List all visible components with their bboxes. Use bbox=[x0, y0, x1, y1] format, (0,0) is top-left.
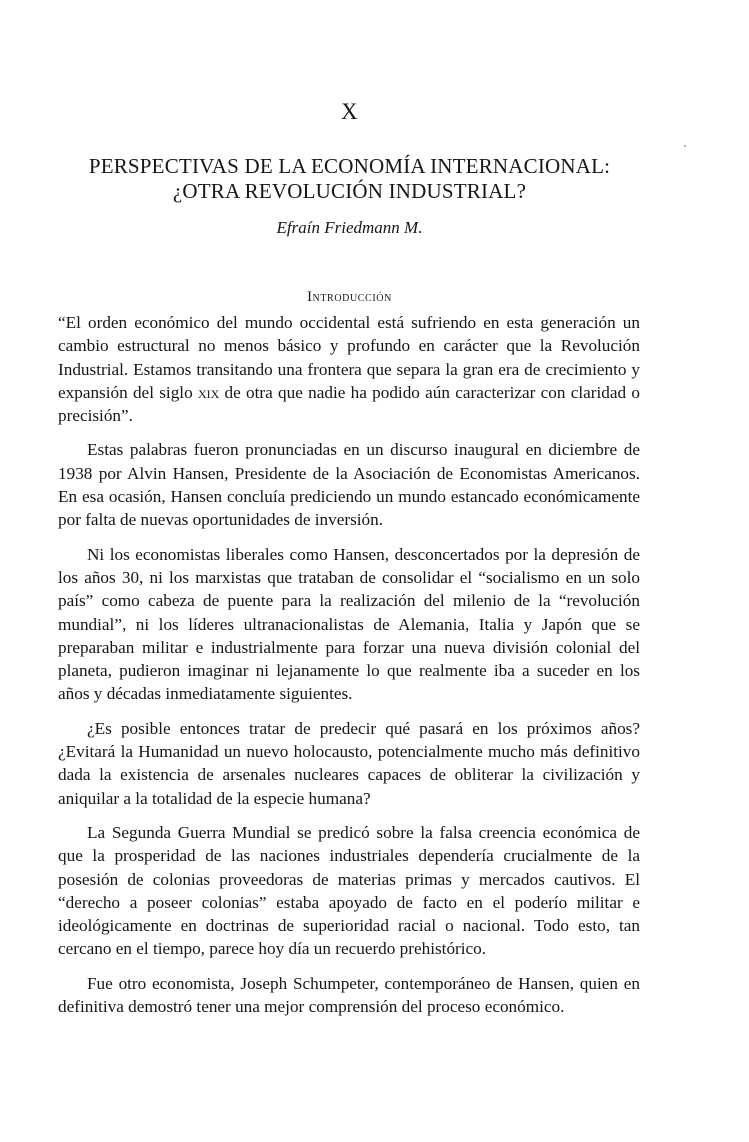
paragraph: La Segunda Guerra Mundial se predicó sobre la falsa creencia económica de que la prosperidad de las naciones industriales dependería crucialmente de la posesión de colonias proveedoras de materias primas y mercados cautivos. El “derecho a poseer colonias” estaba apoyado de facto en el poderío militar e ideológicamente en doctrinas de superioridad racial o nacional. Todo esto, tan cercano en el tiempo, parece hoy día un recuerdo prehistórico. bbox=[58, 822, 640, 959]
paragraph: Estas palabras fueron pronunciadas en un discurso inaugural en diciembre de 1938 por Alvin Hansen, Presidente de la Asociación de Economistas Americanos. En esa ocasión, Hansen concluía prediciendo un mundo estancado económicamente por falta de nuevas oportunidades de inversión. bbox=[58, 440, 640, 530]
chapter-title-line-1: PERSPECTIVAS DE LA ECONOMÍA INTERNACIONAL: bbox=[88, 154, 611, 178]
paragraph-quote: “El orden económico del mundo occidental está sufriendo en esta generación un cambio estructural no menos básico y profundo en carácter que la Revolución Industrial. Estamos transitando una frontera que separa la gran era de crecimiento y expansión del siglo xix de otra que nadie ha podido aún caracterizar con claridad o precisión”. bbox=[58, 313, 640, 426]
chapter-title-line-2: ¿OTRA REVOLUCIÓN INDUSTRIAL? bbox=[172, 179, 527, 203]
margin-speck bbox=[684, 145, 686, 147]
roman-numeral: xix bbox=[197, 382, 220, 402]
body-text bbox=[58, 311, 640, 1018]
paragraph: ¿Es posible entonces tratar de predecir qué pasará en los próximos años? ¿Evitará la Humanidad un nuevo holocausto, potencialmente mucho más definitivo dada la existencia de arsenales nucleares capaces de obliterar la civilización y aniquilar a la totalidad de la especie humana? bbox=[58, 718, 640, 808]
section-heading: Introducción bbox=[307, 289, 392, 305]
chapter-author: Efraín Friedmann M. bbox=[276, 218, 423, 237]
chapter-number: X bbox=[340, 99, 359, 124]
paragraph: Ni los economistas liberales como Hansen, desconcertados por la depresión de los años 30, ni los marxistas que trataban de consolidar el “socialismo en un solo país” como cabeza de puente para la realización del milenio de la “revolución mundial”, ni los líderes ultranacionalistas de Alemania, Italia y Japón que se preparaban militar e industrialmente para forzar una nueva división colonial del planeta, pudieron imaginar ni lejanamente lo que realmente iba a suceder en los años y décadas inmediatamente siguientes. bbox=[58, 544, 640, 704]
paragraph: Fue otro economista, Joseph Schumpeter, contemporáneo de Hansen, quien en definitiva demostró tener una mejor comprensión del proceso económico. bbox=[58, 973, 640, 1017]
